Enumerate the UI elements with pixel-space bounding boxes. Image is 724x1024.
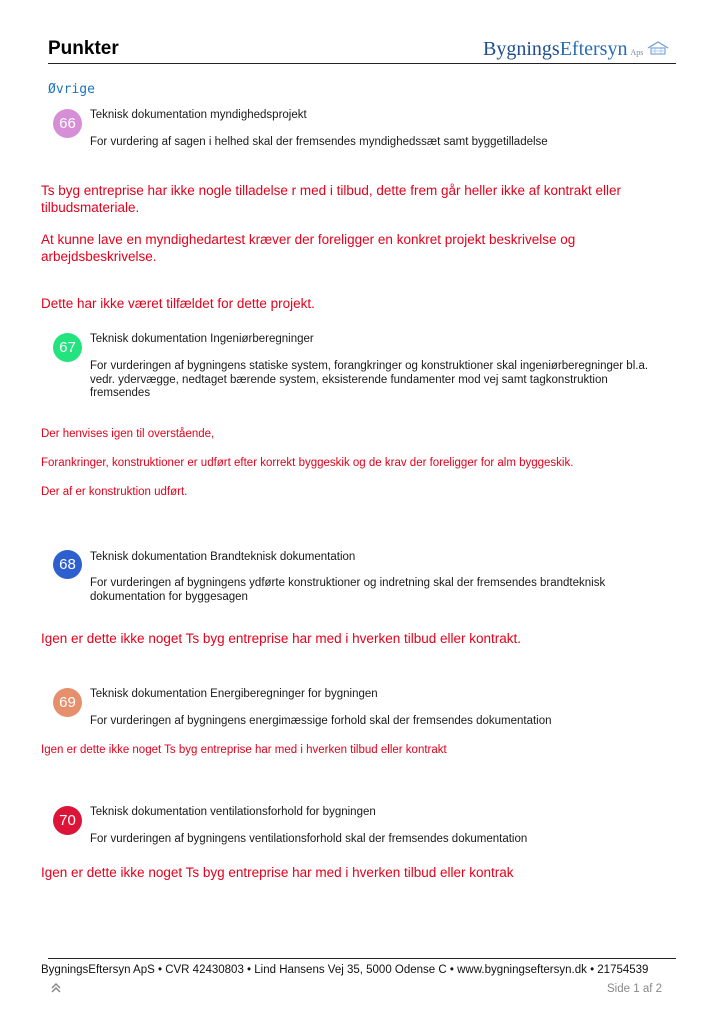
remark-text: Igen er dette ikke noget Ts byg entreprise har med i hverken tilbud eller kontrakt xyxy=(41,744,447,756)
page-number: Side 1 af 2 xyxy=(607,983,662,995)
item-title: Teknisk dokumentation Brandteknisk dokumentation xyxy=(90,551,356,563)
item-description: For vurderingen af bygningens statiske system, forangkringer og konstruktioner skal ingeniørberegninger bl.a. vedr. ydervægge, nedtaget bærende system, eksisterende fundamenter mod vej samt tagkonstruktion fremsendes xyxy=(90,360,649,399)
footer-divider xyxy=(48,958,676,959)
item-description: For vurderingen af bygningens ventilationsforhold skal der fremsendes dokumentation xyxy=(90,833,528,845)
item-number-badge: 67 xyxy=(53,333,82,362)
remark-text: Der henvises igen til overstående, xyxy=(41,428,215,440)
item-title: Teknisk dokumentation myndighedsprojekt xyxy=(90,109,307,121)
footer-company-info: BygningsEftersyn ApS • CVR 42430803 • Lind Hansens Vej 35, 5000 Odense C • www.bygningseftersyn.dk • 21754539 xyxy=(41,964,649,976)
item-number-badge: 66 xyxy=(53,109,82,138)
item-number-badge: 70 xyxy=(53,806,82,835)
item-title: Teknisk dokumentation Energiberegninger for bygningen xyxy=(90,688,378,700)
remark-text: Ts byg entreprise har ikke nogle tilladelse r med i tilbud, dette frem går heller ikke af kontrakt eller tilbudsmateriale. xyxy=(41,183,622,215)
page-title: Punkter xyxy=(48,38,119,59)
remark-text: Igen er dette ikke noget Ts byg entreprise har med i hverken tilbud eller kontrakt. xyxy=(41,631,522,646)
section-label: Øvrige xyxy=(48,82,95,97)
header-divider xyxy=(48,63,676,64)
item-number-badge: 69 xyxy=(53,688,82,717)
item-title: Teknisk dokumentation Ingeniørberegninger xyxy=(90,333,314,345)
remark-text: Forankringer, konstruktioner er udført efter korrekt byggeskik og de krav der foreligger for alm byggeskik. xyxy=(41,457,574,469)
double-chevron-up-icon[interactable] xyxy=(50,981,62,999)
logo-text-part2: Eftersyn xyxy=(559,38,628,60)
item-description: For vurderingen af bygningens energimæssige forhold skal der fremsendes dokumentation xyxy=(90,715,552,727)
item-description: For vurdering af sagen i helhed skal der fremsendes myndighedssæt samt byggetilladelse xyxy=(90,136,548,148)
item-title: Teknisk dokumentation ventilationsforhold for bygningen xyxy=(90,806,376,818)
remark-text: Dette har ikke været tilfældet for dette projekt. xyxy=(41,296,315,311)
remark-text: At kunne lave en myndighedartest kræver der foreligger en konkret projekt beskrivelse og arbejdsbeskrivelse. xyxy=(41,232,576,264)
logo-text-part1: Bygnings xyxy=(483,38,560,60)
remark-text: Der af er konstruktion udført. xyxy=(41,486,188,498)
remark-text: Igen er dette ikke noget Ts byg entreprise har med i hverken tilbud eller kontrak xyxy=(41,865,514,880)
company-logo xyxy=(483,38,669,61)
house-icon xyxy=(647,41,669,60)
logo-suffix: Aps xyxy=(630,48,644,57)
item-description: For vurderingen af bygningens ydførte konstruktioner og indretning skal der fremsendes brandteknisk dokumentation for byggesagen xyxy=(90,577,606,603)
item-number-badge: 68 xyxy=(53,550,82,579)
